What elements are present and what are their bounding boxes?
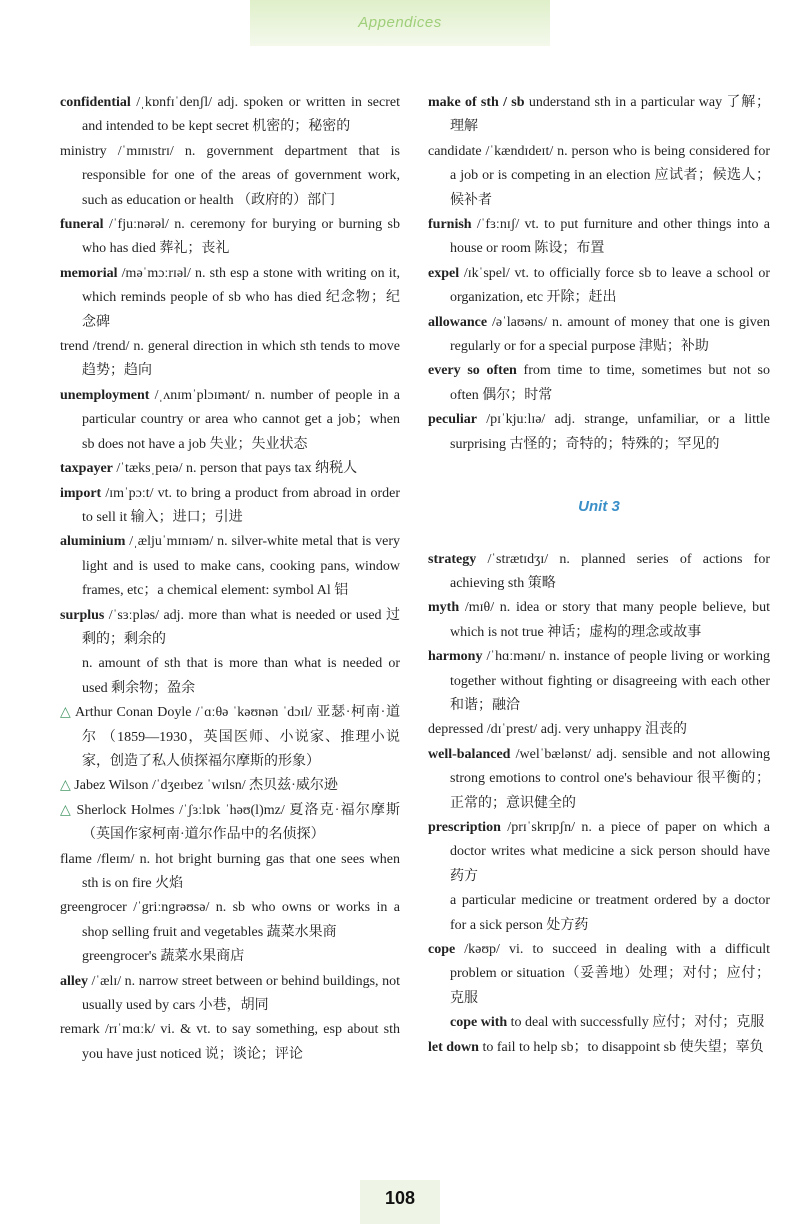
proper-name-entry bbox=[60, 701, 400, 774]
headword: peculiar bbox=[428, 412, 477, 428]
headword: remark bbox=[60, 1022, 100, 1038]
definition: /fleɪm/ n. hot bright burning gas that one sees when sth is on fire 火焰 bbox=[82, 851, 400, 891]
section-header bbox=[250, 0, 550, 46]
glossary-entry bbox=[428, 213, 770, 262]
definition: /ˈælɪ/ n. narrow street between or behind buildings, not usually used by cars 小巷，胡同 bbox=[82, 973, 400, 1014]
definition: /ˈhɑːmənɪ/ n. instance of people living or working together without fighting or disagreeing with each other 和谐；融洽 bbox=[450, 649, 770, 713]
glossary-entry bbox=[428, 743, 770, 816]
glossary-entry bbox=[60, 970, 400, 1019]
glossary-entry bbox=[428, 718, 770, 742]
glossary-entry bbox=[60, 384, 400, 457]
definition: /ˈsɜːpləs/ adj. more than what is needed or used 过剩的；剩余的 bbox=[82, 607, 400, 647]
right-column-top bbox=[428, 91, 770, 457]
glossary-entry bbox=[428, 262, 770, 311]
glossary-subentry bbox=[428, 1011, 770, 1035]
headword: greengrocer bbox=[60, 900, 127, 916]
headword: every so often bbox=[428, 363, 517, 379]
section-title: Appendices bbox=[358, 14, 442, 31]
glossary-entry bbox=[428, 408, 770, 457]
definition: to deal with successfully 应付；对付；克服 bbox=[507, 1015, 765, 1031]
sense-continuation: greengrocer's 蔬菜水果商店 bbox=[82, 949, 245, 965]
definition: /trend/ n. general direction in which sth tends to move 趋势；趋向 bbox=[82, 339, 400, 379]
glossary-entry bbox=[60, 335, 400, 384]
glossary-entry bbox=[428, 140, 770, 213]
definition: /pɪˈkjuːlɪə/ adj. strange, unfamiliar, or a little surprising 古怪的；奇特的；特殊的；罕见的 bbox=[450, 412, 770, 452]
right-column-bottom bbox=[428, 548, 770, 1061]
definition: /ˈmɪnɪstrɪ/ n. government department that is responsible for one of the areas of government work, such as education or health （政府的）部门 bbox=[82, 143, 400, 208]
definition: /ˈfjuːnərəl/ n. ceremony for burying or burning sb who has died 葬礼；丧礼 bbox=[82, 217, 400, 257]
headword: unemployment bbox=[60, 387, 150, 403]
headword: cope with bbox=[450, 1015, 508, 1031]
headword: well-balanced bbox=[428, 746, 511, 762]
definition: /əˈlaʊəns/ n. amount of money that one is given regularly or for a special purpose 津贴；补助 bbox=[450, 314, 770, 355]
definition: from time to time, sometimes but not so often 偶尔；时常 bbox=[450, 363, 770, 403]
headword: candidate bbox=[428, 143, 482, 159]
glossary-entry bbox=[60, 530, 400, 603]
headword: aluminium bbox=[60, 534, 126, 550]
page-number: 108 bbox=[360, 1180, 440, 1224]
left-column bbox=[60, 91, 400, 1067]
definition: /ˌkɒnfɪˈdenʃl/ adj. spoken or written in secret and intended to be kept secret 机密的；秘密的 bbox=[82, 95, 400, 135]
definition: /kəʊp/ vi. to succeed in dealing with a difficult problem or situation（妥善地）处理；对付；应付；克服 bbox=[450, 942, 770, 1006]
headword: let down bbox=[428, 1039, 479, 1055]
headword: ministry bbox=[60, 143, 107, 159]
definition: to fail to help sb；to disappoint sb 使失望；辜负 bbox=[478, 1039, 764, 1055]
name-text: Sherlock Holmes /ˈʃɜːlɒk ˈhəʊ(l)mz/ 夏洛克·福尔摩斯（英国作家柯南·道尔作品中的名侦探） bbox=[76, 802, 400, 843]
proper-name-entry bbox=[60, 799, 400, 848]
definition: /mɪθ/ n. idea or story that many people believe, but which is not true 神话；虚构的理念或故事 bbox=[450, 600, 770, 640]
headword: make of sth / sb bbox=[428, 95, 525, 110]
unit-heading: Unit 3 bbox=[578, 498, 620, 516]
glossary-entry bbox=[60, 262, 400, 335]
definition: /ˈgriːngrəʊsə/ n. sb who owns or works in a shop selling fruit and vegetables 蔬菜水果商 bbox=[82, 900, 400, 940]
glossary-entry bbox=[428, 311, 770, 360]
definition: /dɪˈprest/ adj. very unhappy 沮丧的 bbox=[483, 722, 687, 738]
definition: /ˌæljuˈmɪnɪəm/ n. silver-white metal that is very light and is used to make cans, cooking pans, window frames, etc；a chemical element: symbol Al 铝 bbox=[82, 534, 400, 599]
triangle-icon: △ bbox=[60, 705, 75, 721]
glossary-entry bbox=[60, 213, 400, 262]
right-column bbox=[428, 91, 770, 1060]
glossary-entry bbox=[60, 140, 400, 213]
headword: alley bbox=[60, 973, 88, 989]
definition: /məˈmɔːrɪəl/ n. sth esp a stone with writing on it, which reminds people of sb who has died 纪念物；纪念碑 bbox=[82, 265, 400, 330]
headword: funeral bbox=[60, 217, 104, 233]
headword: myth bbox=[428, 600, 460, 616]
glossary-entry bbox=[428, 645, 770, 718]
headword: confidential bbox=[60, 95, 131, 110]
definition: /ˌʌnɪmˈplɔɪmənt/ n. number of people in a particular country or area who cannot get a job；when sb does not have a job 失业；失业状态 bbox=[82, 387, 400, 452]
triangle-icon: △ bbox=[60, 802, 77, 818]
definition: /ˈstrætɪdʒɪ/ n. planned series of actions for achieving sth 策略 bbox=[450, 551, 770, 591]
headword: furnish bbox=[428, 217, 472, 233]
headword: expel bbox=[428, 265, 460, 281]
glossary-entry bbox=[428, 1036, 770, 1060]
sense-continuation: a particular medicine or treatment ordered by a doctor for a sick person 处方药 bbox=[450, 893, 770, 933]
glossary-entry bbox=[428, 596, 770, 645]
headword: flame bbox=[60, 851, 92, 867]
sense-continuation: n. amount of sth that is more than what is needed or used 剩余物；盈余 bbox=[82, 656, 400, 696]
headword: allowance bbox=[428, 314, 488, 330]
headword: prescription bbox=[428, 819, 501, 835]
glossary-entry bbox=[428, 91, 770, 140]
headword: trend bbox=[60, 339, 89, 355]
glossary-entry bbox=[60, 848, 400, 897]
headword: cope bbox=[428, 942, 456, 957]
headword: import bbox=[60, 485, 102, 501]
definition: /rɪˈmɑːk/ vi. & vt. to say something, esp about sth you have just noticed 说；谈论；评论 bbox=[82, 1022, 400, 1062]
definition: /welˈbælənst/ adj. sensible and not allowing strong emotions to control one's behaviour 很平衡的；正常的；意识健全的 bbox=[450, 746, 770, 811]
definition: /ɪmˈpɔːt/ vt. to bring a product from abroad in order to sell it 输入；进口；引进 bbox=[82, 485, 400, 525]
headword: memorial bbox=[60, 265, 118, 281]
definition: /ˈkændɪdeɪt/ n. person who is being considered for a job or is competing in an election 应试者；候选人；候补者 bbox=[450, 143, 770, 208]
name-text: Arthur Conan Doyle /ˈɑːθə ˈkəʊnən ˈdɔɪl/ 亚瑟·柯南·道尔 （1859—1930，英国医师、小说家、推理小说家，创造了私人侦探福尔摩斯的形象） bbox=[74, 705, 400, 769]
proper-name-entry bbox=[60, 774, 400, 798]
glossary-entry bbox=[428, 548, 770, 597]
definition: /ɪkˈspel/ vt. to officially force sb to leave a school or organization, etc 开除；赶出 bbox=[450, 265, 770, 306]
glossary-entry bbox=[60, 457, 400, 481]
definition: /ˈtæksˌpeɪə/ n. person that pays tax 纳税人 bbox=[112, 461, 358, 477]
headword: strategy bbox=[428, 551, 477, 567]
definition: /ˈfɜːnɪʃ/ vt. to put furniture and other things into a house or room 陈设；布置 bbox=[450, 217, 770, 257]
glossary-entry bbox=[60, 604, 400, 653]
glossary-entry bbox=[428, 359, 770, 408]
glossary-entry bbox=[60, 1018, 400, 1067]
glossary-entry bbox=[428, 816, 770, 889]
definition: understand sth in a particular way 了解；理解 bbox=[450, 95, 770, 135]
name-text: Jabez Wilson /ˈdʒeɪbez ˈwɪlsn/ 杰贝兹·威尔逊 bbox=[74, 778, 338, 794]
definition: /prɪˈskrɪpʃn/ n. a piece of paper on which a doctor writes what medicine a sick person should have 药方 bbox=[450, 819, 770, 884]
headword: depressed bbox=[428, 722, 484, 738]
triangle-icon: △ bbox=[60, 778, 75, 794]
glossary-entry bbox=[60, 482, 400, 531]
headword: taxpayer bbox=[60, 461, 113, 477]
glossary-entry bbox=[60, 896, 400, 945]
glossary-entry bbox=[60, 91, 400, 140]
glossary-entry bbox=[428, 938, 770, 1011]
headword: harmony bbox=[428, 649, 483, 665]
headword: surplus bbox=[60, 607, 105, 623]
